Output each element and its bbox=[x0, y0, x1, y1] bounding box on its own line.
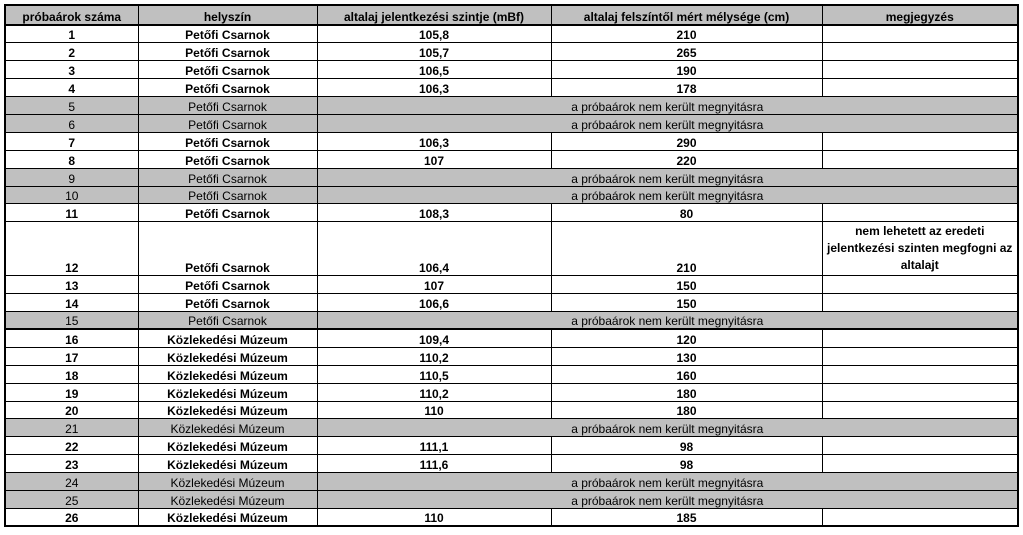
table-row bbox=[5, 114, 1018, 132]
cell-subsoil-level: 106,6 bbox=[317, 294, 551, 312]
header-location: helyszín bbox=[138, 5, 317, 25]
cell-not-opened: a próbaárok nem került megnyitásra bbox=[317, 168, 1018, 186]
cell-pit-number: 20 bbox=[5, 401, 138, 419]
table-row bbox=[5, 473, 1018, 491]
table-row bbox=[5, 365, 1018, 383]
cell-note bbox=[822, 365, 1018, 383]
cell-pit-number: 4 bbox=[5, 79, 138, 97]
cell-not-opened: a próbaárok nem került megnyitásra bbox=[317, 490, 1018, 508]
table-row bbox=[5, 294, 1018, 312]
cell-note bbox=[822, 329, 1018, 347]
cell-pit-number: 23 bbox=[5, 455, 138, 473]
cell-subsoil-level: 106,3 bbox=[317, 132, 551, 150]
cell-location: Közlekedési Múzeum bbox=[138, 455, 317, 473]
cell-note bbox=[822, 276, 1018, 294]
cell-location: Petőfi Csarnok bbox=[138, 204, 317, 222]
cell-subsoil-level: 110,2 bbox=[317, 383, 551, 401]
table-row bbox=[5, 347, 1018, 365]
cell-location: Petőfi Csarnok bbox=[138, 168, 317, 186]
cell-location: Petőfi Csarnok bbox=[138, 25, 317, 43]
cell-pit-number: 12 bbox=[5, 222, 138, 276]
cell-location: Petőfi Csarnok bbox=[138, 114, 317, 132]
header-note: megjegyzés bbox=[822, 5, 1018, 25]
cell-subsoil-depth: 120 bbox=[551, 329, 822, 347]
cell-subsoil-depth: 98 bbox=[551, 437, 822, 455]
cell-note bbox=[822, 79, 1018, 97]
cell-subsoil-level: 110 bbox=[317, 508, 551, 526]
cell-location: Petőfi Csarnok bbox=[138, 222, 317, 276]
cell-pit-number: 18 bbox=[5, 365, 138, 383]
cell-note bbox=[822, 150, 1018, 168]
table-row bbox=[5, 222, 1018, 276]
cell-location: Petőfi Csarnok bbox=[138, 150, 317, 168]
table-row bbox=[5, 132, 1018, 150]
cell-location: Petőfi Csarnok bbox=[138, 61, 317, 79]
cell-note bbox=[822, 132, 1018, 150]
cell-subsoil-depth: 220 bbox=[551, 150, 822, 168]
cell-note bbox=[822, 43, 1018, 61]
cell-note bbox=[822, 294, 1018, 312]
cell-note bbox=[822, 347, 1018, 365]
table-row bbox=[5, 490, 1018, 508]
cell-pit-number: 8 bbox=[5, 150, 138, 168]
cell-subsoil-depth: 160 bbox=[551, 365, 822, 383]
cell-subsoil-depth: 98 bbox=[551, 455, 822, 473]
cell-not-opened: a próbaárok nem került megnyitásra bbox=[317, 473, 1018, 491]
table-row bbox=[5, 79, 1018, 97]
cell-subsoil-depth: 185 bbox=[551, 508, 822, 526]
table-row bbox=[5, 455, 1018, 473]
cell-location: Közlekedési Múzeum bbox=[138, 347, 317, 365]
cell-location: Közlekedési Múzeum bbox=[138, 419, 317, 437]
test-pit-table bbox=[4, 4, 1019, 527]
table-row bbox=[5, 401, 1018, 419]
cell-note bbox=[822, 25, 1018, 43]
cell-pit-number: 19 bbox=[5, 383, 138, 401]
cell-pit-number: 17 bbox=[5, 347, 138, 365]
table-row bbox=[5, 312, 1018, 330]
cell-location: Petőfi Csarnok bbox=[138, 79, 317, 97]
cell-subsoil-depth: 130 bbox=[551, 347, 822, 365]
cell-location: Közlekedési Múzeum bbox=[138, 383, 317, 401]
cell-location: Petőfi Csarnok bbox=[138, 186, 317, 204]
cell-location: Közlekedési Múzeum bbox=[138, 365, 317, 383]
table-row bbox=[5, 97, 1018, 115]
cell-subsoil-level: 105,7 bbox=[317, 43, 551, 61]
cell-subsoil-level: 108,3 bbox=[317, 204, 551, 222]
cell-subsoil-level: 106,3 bbox=[317, 79, 551, 97]
table-row bbox=[5, 383, 1018, 401]
cell-subsoil-depth: 80 bbox=[551, 204, 822, 222]
cell-location: Közlekedési Múzeum bbox=[138, 401, 317, 419]
table-row bbox=[5, 150, 1018, 168]
cell-pit-number: 6 bbox=[5, 114, 138, 132]
table-row bbox=[5, 61, 1018, 79]
cell-location: Petőfi Csarnok bbox=[138, 43, 317, 61]
cell-location: Közlekedési Múzeum bbox=[138, 329, 317, 347]
header-row bbox=[5, 5, 1018, 25]
cell-location: Közlekedési Múzeum bbox=[138, 508, 317, 526]
cell-pit-number: 7 bbox=[5, 132, 138, 150]
cell-subsoil-level: 110,5 bbox=[317, 365, 551, 383]
cell-not-opened: a próbaárok nem került megnyitásra bbox=[317, 97, 1018, 115]
cell-pit-number: 11 bbox=[5, 204, 138, 222]
cell-subsoil-level: 106,4 bbox=[317, 222, 551, 276]
cell-note bbox=[822, 61, 1018, 79]
cell-subsoil-depth: 210 bbox=[551, 222, 822, 276]
cell-pit-number: 13 bbox=[5, 276, 138, 294]
table-row bbox=[5, 204, 1018, 222]
cell-pit-number: 22 bbox=[5, 437, 138, 455]
cell-subsoil-level: 111,6 bbox=[317, 455, 551, 473]
cell-subsoil-depth: 180 bbox=[551, 401, 822, 419]
table-row bbox=[5, 329, 1018, 347]
cell-subsoil-depth: 150 bbox=[551, 294, 822, 312]
cell-not-opened: a próbaárok nem került megnyitásra bbox=[317, 419, 1018, 437]
cell-pit-number: 14 bbox=[5, 294, 138, 312]
cell-not-opened: a próbaárok nem került megnyitásra bbox=[317, 114, 1018, 132]
cell-location: Petőfi Csarnok bbox=[138, 132, 317, 150]
cell-note bbox=[822, 401, 1018, 419]
cell-pit-number: 9 bbox=[5, 168, 138, 186]
cell-subsoil-depth: 180 bbox=[551, 383, 822, 401]
cell-note bbox=[822, 383, 1018, 401]
cell-note bbox=[822, 455, 1018, 473]
cell-subsoil-depth: 190 bbox=[551, 61, 822, 79]
cell-pit-number: 3 bbox=[5, 61, 138, 79]
table-row bbox=[5, 168, 1018, 186]
cell-location: Petőfi Csarnok bbox=[138, 312, 317, 330]
cell-not-opened: a próbaárok nem került megnyitásra bbox=[317, 312, 1018, 330]
cell-pit-number: 5 bbox=[5, 97, 138, 115]
table-row bbox=[5, 437, 1018, 455]
cell-subsoil-level: 105,8 bbox=[317, 25, 551, 43]
cell-subsoil-level: 110,2 bbox=[317, 347, 551, 365]
cell-subsoil-depth: 265 bbox=[551, 43, 822, 61]
header-subsoil-level: altalaj jelentkezési szintje (mBf) bbox=[317, 5, 551, 25]
table-row bbox=[5, 508, 1018, 526]
header-subsoil-depth: altalaj felszíntől mért mélysége (cm) bbox=[551, 5, 822, 25]
table-row bbox=[5, 419, 1018, 437]
cell-pit-number: 1 bbox=[5, 25, 138, 43]
cell-note bbox=[822, 437, 1018, 455]
cell-pit-number: 26 bbox=[5, 508, 138, 526]
cell-pit-number: 24 bbox=[5, 473, 138, 491]
cell-location: Petőfi Csarnok bbox=[138, 97, 317, 115]
cell-note bbox=[822, 508, 1018, 526]
cell-pit-number: 2 bbox=[5, 43, 138, 61]
cell-note: nem lehetett az eredeti jelentkezési szinten megfogni az altalajt bbox=[822, 222, 1018, 276]
cell-subsoil-depth: 178 bbox=[551, 79, 822, 97]
cell-subsoil-level: 111,1 bbox=[317, 437, 551, 455]
cell-pit-number: 16 bbox=[5, 329, 138, 347]
cell-subsoil-depth: 290 bbox=[551, 132, 822, 150]
cell-subsoil-depth: 210 bbox=[551, 25, 822, 43]
table-row bbox=[5, 276, 1018, 294]
cell-subsoil-level: 107 bbox=[317, 276, 551, 294]
cell-pit-number: 25 bbox=[5, 490, 138, 508]
cell-location: Közlekedési Múzeum bbox=[138, 473, 317, 491]
cell-location: Petőfi Csarnok bbox=[138, 276, 317, 294]
cell-pit-number: 10 bbox=[5, 186, 138, 204]
cell-subsoil-level: 110 bbox=[317, 401, 551, 419]
table-row bbox=[5, 186, 1018, 204]
cell-not-opened: a próbaárok nem került megnyitásra bbox=[317, 186, 1018, 204]
cell-location: Közlekedési Múzeum bbox=[138, 437, 317, 455]
cell-pit-number: 21 bbox=[5, 419, 138, 437]
cell-pit-number: 15 bbox=[5, 312, 138, 330]
cell-subsoil-level: 107 bbox=[317, 150, 551, 168]
cell-subsoil-depth: 150 bbox=[551, 276, 822, 294]
header-pit-number: próbaárok száma bbox=[5, 5, 138, 25]
table-row bbox=[5, 25, 1018, 43]
cell-subsoil-level: 106,5 bbox=[317, 61, 551, 79]
cell-subsoil-level: 109,4 bbox=[317, 329, 551, 347]
cell-location: Közlekedési Múzeum bbox=[138, 490, 317, 508]
cell-note bbox=[822, 204, 1018, 222]
table-row bbox=[5, 43, 1018, 61]
cell-location: Petőfi Csarnok bbox=[138, 294, 317, 312]
